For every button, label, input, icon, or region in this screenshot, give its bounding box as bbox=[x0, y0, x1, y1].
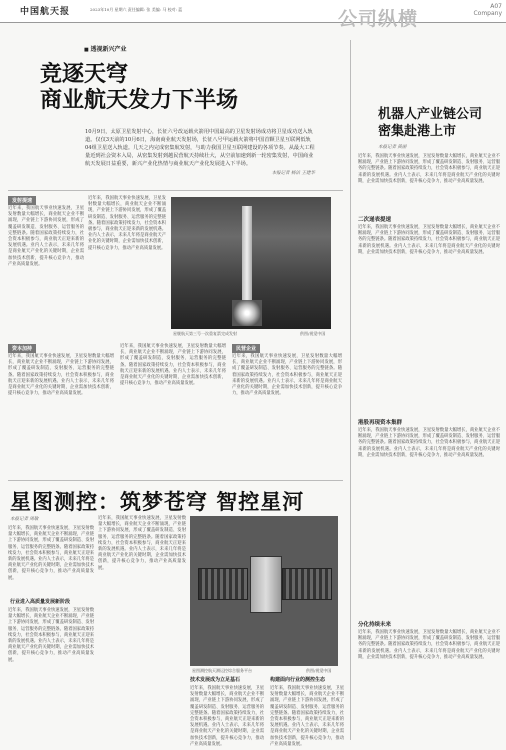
subhead-private: 民营企业 bbox=[232, 344, 260, 353]
solar-panel-right bbox=[282, 568, 332, 600]
right-headline-line-1: 机器人产业链公司 bbox=[378, 107, 483, 122]
second-subhead-1: 行业进入高质量发展新阶段 bbox=[10, 599, 71, 605]
divider bbox=[8, 190, 343, 191]
lead-story-tag: ■ 透视新兴产业 bbox=[84, 44, 126, 53]
right-subhead-2: 港股再现资本集群 bbox=[358, 420, 403, 426]
page-number-value: A07 bbox=[490, 3, 502, 10]
page-number bbox=[472, 3, 502, 17]
section-title: 公司纵横 bbox=[338, 8, 419, 30]
second-subhead-3: 构建面向行业的测控生态 bbox=[270, 677, 326, 683]
right-headline bbox=[378, 106, 482, 140]
second-col-3: 近年来，我国航天事业快速发展，卫星发射数量大幅增长，商业航天企业不断涌现，产业链上下游协同发展，形成了覆盖研发制造、发射服务、运营服务的完整链条。随着国家政策持续发力，社会资本积极参与，商业航天正迎来新的发展机遇。业内人士表示，未来几年将是商业航天产业化的关键时期，企业需加快技术创新，提升核心竞争力，推动产业高质量发展。 bbox=[98, 516, 186, 571]
right-col-2: 近年来，我国航天事业快速发展，卫星发射数量大幅增长，商业航天企业不断涌现，产业链上下游协同发展，形成了覆盖研发制造、发射服务、运营服务的完整链条。随着国家政策持续发力，社会资本积极参与，商业航天正迎来新的发展机遇。业内人士表示，未来几年将是商业航天产业化的关键时期，企业需加快技术创新，提升核心竞争力，推动产业高质量发展。 bbox=[358, 225, 500, 255]
second-col-4: 近年来，我国航天事业快速发展，卫星发射数量大幅增长，商业航天企业不断涌现，产业链上下游协同发展，形成了覆盖研发制造、发射服务、运营服务的完整链条。随着国家政策持续发力，社会资本积极参与，商业航天正迎来新的发展机遇。业内人士表示，未来几年将是商业航天产业化的关键时期，企业需加快技术创新，提升核心竞争力，推动产业高质量发展。 bbox=[190, 686, 264, 747]
lead-col-1: 近年来，我国航天事业快速发展，卫星发射数量大幅增长，商业航天企业不断涌现，产业链上下游协同发展，形成了覆盖研发制造、发射服务、运营服务的完整链条。随着国家政策持续发力，社会资本积极参与，商业航天正迎来新的发展机遇。业内人士表示，未来几年将是商业航天产业化的关键时期，企业需加快技术创新，提升核心竞争力，推动产业高质量发展。 bbox=[8, 206, 84, 267]
lead-headline-line-2: 商业航天发力下半场 bbox=[40, 88, 239, 113]
second-headline: 星图测控：筑梦苍穹 智控星河 bbox=[10, 490, 305, 514]
photo2-caption: 星图测控航天测运控综合服务平台 bbox=[192, 668, 252, 673]
right-headline-line-2: 密集赴港上市 bbox=[378, 124, 457, 139]
second-subhead-2: 技术发展成为立足基石 bbox=[190, 677, 241, 683]
second-col-2: 近年来，我国航天事业快速发展，卫星发射数量大幅增长，商业航天企业不断涌现，产业链上下游协同发展，形成了覆盖研发制造、发射服务、运营服务的完整链条。随着国家政策持续发力，社会资本积极参与，商业航天正迎来新的发展机遇。业内人士表示，未来几年将是商业航天产业化的关键时期，企业需加快技术创新，提升核心竞争力，推动产业高质量发展。 bbox=[8, 608, 94, 663]
lead-headline-line-1: 竞逐天穹 bbox=[40, 62, 129, 87]
newspaper-logo: 中国航天报 bbox=[20, 7, 71, 17]
second-byline: 本报记者 周敏 bbox=[10, 517, 39, 522]
second-col-1: 近年来，我国航天事业快速发展，卫星发射数量大幅增长，商业航天企业不断涌现，产业链上下游协同发展，形成了覆盖研发制造、发射服务、运营服务的完整链条。随着国家政策持续发力，社会资本积极参与，商业航天正迎来新的发展机遇。业内人士表示，未来几年将是商业航天产业化的关键时期，企业需加快技术创新，提升核心竞争力，推动产业高质量发展。 bbox=[8, 526, 94, 581]
satellite-body bbox=[250, 556, 282, 613]
divider-2 bbox=[8, 480, 343, 481]
solar-panel-left bbox=[198, 568, 248, 600]
rocket-image bbox=[242, 206, 252, 311]
satellite-photo bbox=[190, 516, 338, 666]
lead-headline bbox=[40, 62, 330, 114]
lead-col-3: 近年来，我国航天事业快速发展，卫星发射数量大幅增长，商业航天企业不断涌现，产业链上下游协同发展，形成了覆盖研发制造、发射服务、运营服务的完整链条。随着国家政策持续发力，社会资本积极参与，商业航天正迎来新的发展机遇。业内人士表示，未来几年将是商业航天产业化的关键时期，企业需加快技术创新，提升核心竞争力，推动产业高质量发展。 bbox=[8, 354, 114, 397]
right-col-4: 近年来，我国航天事业快速发展，卫星发射数量大幅增长，商业航天企业不断涌现，产业链上下游协同发展，形成了覆盖研发制造、发射服务、运营服务的完整链条。随着国家政策持续发力，社会资本积极参与，商业航天正迎来新的发展机遇。业内人士表示，未来几年将是商业航天产业化的关键时期，企业需加快技术创新，提升核心竞争力，推动产业高质量发展。 bbox=[358, 630, 500, 660]
date-line: 2023年10月 星期六 责任编辑: 张 美编: 马 校对: 蓝 bbox=[90, 7, 183, 12]
lead-text: 10月9日，太原卫星发射中心，长征六号改运载火箭用中国最高的卫星发射场成功将卫星成功送入轨道。仅仅3天前的10月6日，海南商业航天发射场，长征八号甲运载火箭将中国首颗卫星互联网低轨04组卫星送入轨道。几天之内完成密集航发射，与助力我国卫星互联网建设的各项节奏。从最大工程量近到社会资本入局，从密集发射到越民营航天持续壮大，从空前加速到新一轮密集发射，中国商业航天发展日益重要，新兴产业化热情与商业航天产业化发展进入下半场。 bbox=[85, 129, 315, 167]
lead-paragraph bbox=[85, 128, 315, 178]
photo1-credit: 供图/视觉中国 bbox=[300, 331, 326, 336]
photo2-credit: 供图/视觉中国 bbox=[306, 668, 332, 673]
second-col-5: 近年来，我国航天事业快速发展，卫星发射数量大幅增长，商业航天企业不断涌现，产业链上下游协同发展，形成了覆盖研发制造、发射服务、运营服务的完整链条。随着国家政策持续发力，社会资本积极参与，商业航天正迎来新的发展机遇。业内人士表示，未来几年将是商业航天产业化的关键时期，企业需加快技术创新，提升核心竞争力，推动产业高质量发展。 bbox=[270, 686, 344, 747]
right-subhead-3: 分化持续未来 bbox=[358, 622, 392, 628]
page-number-sub: Company bbox=[473, 10, 502, 17]
lead-col-4: 近年来，我国航天事业快速发展，卫星发射数量大幅增长，商业航天企业不断涌现，产业链上下游协同发展，形成了覆盖研发制造、发射服务、运营服务的完整链条。随着国家政策持续发力，社会资本积极参与，商业航天正迎来新的发展机遇。业内人士表示，未来几年将是商业航天产业化的关键时期，企业需加快技术创新，提升核心竞争力，推动产业高质量发展。 bbox=[120, 344, 226, 387]
right-subhead-1: 二次递表提速 bbox=[358, 217, 392, 223]
right-byline: 本报记者 黄丽 bbox=[378, 145, 407, 150]
lead-col-2: 近年来，我国航天事业快速发展，卫星发射数量大幅增长，商业航天企业不断涌现，产业链上下游协同发展，形成了覆盖研发制造、发射服务、运营服务的完整链条。随着国家政策持续发力，社会资本积极参与，商业航天正迎来新的发展机遇。业内人士表示，未来几年将是商业航天产业化的关键时期，企业需加快技术创新，提升核心竞争力，推动产业高质量发展。 bbox=[88, 196, 166, 251]
rocket-plume bbox=[232, 300, 262, 326]
photo1-caption: 星舰航天第三号一次重复箭完成发射 bbox=[173, 331, 237, 336]
right-col-3: 近年来，我国航天事业快速发展，卫星发射数量大幅增长，商业航天企业不断涌现，产业链上下游协同发展，形成了覆盖研发制造、发射服务、运营服务的完整链条。随着国家政策持续发力，社会资本积极参与，商业航天正迎来新的发展机遇。业内人士表示，未来几年将是商业航天产业化的关键时期，企业需加快技术创新，提升核心竞争力，推动产业高质量发展。 bbox=[358, 428, 500, 458]
column-divider bbox=[350, 40, 351, 740]
subhead-capital: 资本加持 bbox=[8, 344, 36, 353]
right-col-1: 近年来，我国航天事业快速发展，卫星发射数量大幅增长，商业航天企业不断涌现，产业链上下游协同发展，形成了覆盖研发制造、发射服务、运营服务的完整链条。随着国家政策持续发力，社会资本积极参与，商业航天正迎来新的发展机遇。业内人士表示，未来几年将是商业航天产业化的关键时期，企业需加快技术创新，提升核心竞争力，推动产业高质量发展。 bbox=[358, 154, 500, 184]
lead-byline: 本报记者 杨洁 王建华 bbox=[271, 171, 315, 176]
subhead-launch: 发射提速 bbox=[8, 196, 36, 205]
masthead bbox=[0, 0, 506, 23]
lead-col-5: 近年来，我国航天事业快速发展，卫星发射数量大幅增长，商业航天企业不断涌现，产业链上下游协同发展，形成了覆盖研发制造、发射服务、运营服务的完整链条。随着国家政策持续发力，社会资本积极参与，商业航天正迎来新的发展机遇。业内人士表示，未来几年将是商业航天产业化的关键时期，企业需加快技术创新，提升核心竞争力，推动产业高质量发展。 bbox=[232, 354, 342, 397]
